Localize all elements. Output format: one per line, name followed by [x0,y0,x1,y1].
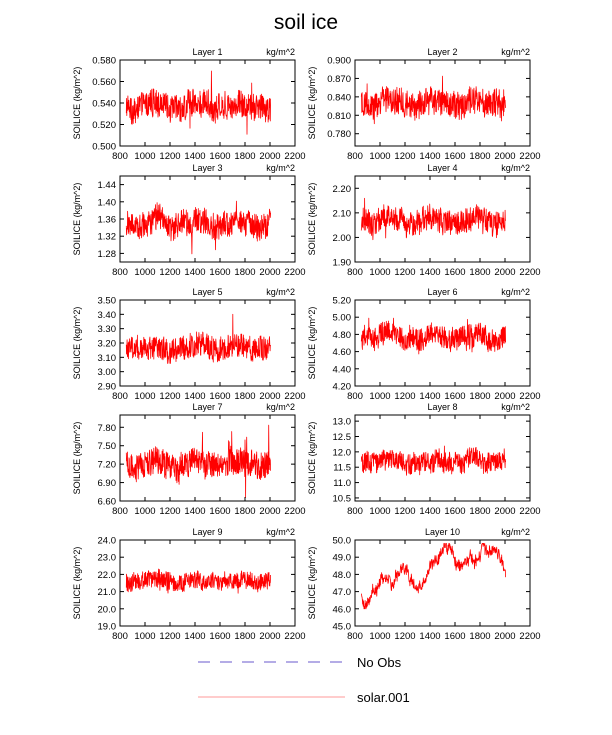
x-tick-label: 1200 [159,151,181,162]
panel-layer-2 [307,47,541,162]
x-tick-label: 2000 [259,391,281,402]
y-tick-label: 0.810 [327,110,351,122]
panel-title: Layer 4 [427,163,458,173]
x-tick-label: 1200 [159,506,181,517]
x-tick-label: 1200 [394,151,416,162]
y-tick-label: 0.500 [92,141,116,153]
series-line-solar-001 [126,425,270,497]
y-tick-label: 1.32 [97,231,116,243]
y-tick-label: 7.80 [97,422,116,434]
panel-layer-1 [72,47,306,162]
panel-layer-8 [307,402,541,517]
y-tick-label: 11.0 [333,478,351,490]
x-tick-label: 1800 [234,506,256,517]
panel-units: kg/m^2 [266,287,295,297]
series-line-solar-001 [126,314,270,363]
panel-units: kg/m^2 [501,402,530,412]
y-tick-label: 6.60 [97,496,116,508]
x-tick-label: 1600 [444,506,466,517]
x-tick-label: 1000 [369,267,391,278]
y-tick-label: 1.44 [97,180,116,192]
y-tick-label: 20.0 [97,604,116,616]
y-axis-label: SOILICE (kg/m^2) [72,546,82,620]
y-tick-label: 4.60 [332,347,351,359]
y-tick-label: 24.0 [97,535,116,547]
panel-title: Layer 8 [427,402,458,412]
x-tick-label: 2200 [284,267,306,278]
panel-title: Layer 7 [192,402,223,412]
y-tick-label: 5.20 [332,295,351,307]
y-tick-label: 1.36 [97,214,116,226]
panel-layer-4 [307,163,541,278]
y-axis-label: SOILICE (kg/m^2) [72,306,82,380]
x-tick-label: 1000 [369,391,391,402]
x-tick-label: 1600 [444,151,466,162]
x-tick-label: 1000 [369,506,391,517]
y-tick-label: 22.0 [97,569,116,581]
y-axis-label: SOILICE (kg/m^2) [307,66,317,140]
y-tick-label: 1.28 [97,248,116,260]
y-tick-label: 2.10 [332,208,351,220]
x-tick-label: 1400 [184,506,206,517]
panel-title: Layer 6 [427,287,458,297]
y-tick-label: 11.5 [333,462,351,474]
x-tick-label: 1000 [134,391,156,402]
x-tick-label: 800 [347,391,363,402]
y-tick-label: 48.0 [332,569,351,581]
x-tick-label: 1600 [444,631,466,642]
x-tick-label: 800 [347,151,363,162]
y-tick-label: 4.20 [332,381,351,393]
x-tick-label: 1400 [419,631,441,642]
x-tick-label: 800 [347,506,363,517]
panel-units: kg/m^2 [501,527,530,537]
x-tick-label: 1400 [184,391,206,402]
y-axis-label: SOILICE (kg/m^2) [307,546,317,620]
y-tick-label: 1.90 [332,257,351,269]
x-tick-label: 2200 [519,151,541,162]
y-tick-label: 3.40 [97,309,116,321]
x-tick-label: 1200 [394,267,416,278]
x-tick-label: 800 [112,151,128,162]
legend-model-label: solar.001 [357,690,410,705]
x-tick-label: 2000 [259,631,281,642]
y-tick-label: 21.0 [97,587,116,599]
x-tick-label: 1600 [209,151,231,162]
x-tick-label: 1200 [394,391,416,402]
panel-layer-5 [72,287,306,402]
x-tick-label: 1000 [134,506,156,517]
panel-units: kg/m^2 [266,163,295,173]
y-tick-label: 46.0 [332,604,351,616]
panel-title: Layer 1 [192,47,223,57]
series-line-solar-001 [126,201,270,254]
y-tick-label: 0.870 [327,73,351,85]
y-tick-label: 19.0 [97,621,116,633]
legend [198,655,410,705]
series-line-solar-001 [361,446,505,475]
x-tick-label: 1000 [134,631,156,642]
x-tick-label: 1000 [369,631,391,642]
x-tick-label: 1000 [369,151,391,162]
x-tick-label: 1400 [419,151,441,162]
y-axis-label: SOILICE (kg/m^2) [307,182,317,256]
legend-no-obs-label: No Obs [357,655,402,670]
panel-title: Layer 2 [427,47,458,57]
panel-layer-3 [72,163,306,278]
y-tick-label: 0.780 [327,129,351,141]
x-tick-label: 2200 [284,151,306,162]
x-tick-label: 800 [347,267,363,278]
y-tick-label: 12.0 [332,447,351,459]
panel-title: Layer 9 [192,527,223,537]
x-tick-label: 1400 [419,267,441,278]
x-tick-label: 1800 [469,267,491,278]
y-tick-label: 7.50 [97,441,116,453]
x-tick-label: 1400 [184,631,206,642]
figure-title: soil ice [273,11,339,34]
x-tick-label: 1200 [394,506,416,517]
x-tick-label: 2200 [284,391,306,402]
y-tick-label: 13.0 [332,416,351,428]
y-tick-label: 7.20 [97,459,116,471]
x-tick-label: 1600 [209,506,231,517]
x-tick-label: 800 [112,267,128,278]
panel-units: kg/m^2 [266,47,295,57]
x-tick-label: 1800 [234,151,256,162]
x-tick-label: 1400 [419,506,441,517]
y-axis-label: SOILICE (kg/m^2) [307,421,317,495]
x-tick-label: 800 [112,631,128,642]
y-tick-label: 4.40 [332,364,351,376]
x-tick-label: 1600 [444,391,466,402]
panel-layer-7 [72,402,306,517]
series-line-solar-001 [361,76,505,124]
x-tick-label: 1600 [209,391,231,402]
x-tick-label: 1800 [234,631,256,642]
series-line-solar-001 [126,71,270,134]
x-tick-label: 800 [112,391,128,402]
panel-units: kg/m^2 [501,163,530,173]
x-tick-label: 1000 [134,151,156,162]
panel-title: Layer 5 [192,287,223,297]
y-tick-label: 0.840 [327,92,351,104]
x-tick-label: 1200 [394,631,416,642]
x-tick-label: 800 [112,506,128,517]
y-tick-label: 0.540 [92,98,116,110]
x-tick-label: 1200 [159,631,181,642]
y-tick-label: 3.30 [97,324,116,336]
panel-title: Layer 3 [192,163,223,173]
x-tick-label: 1600 [209,267,231,278]
y-tick-label: 10.5 [332,493,351,505]
x-tick-label: 1800 [234,391,256,402]
y-tick-label: 0.900 [327,55,351,67]
x-tick-label: 1400 [184,151,206,162]
x-tick-label: 1000 [134,267,156,278]
panel-units: kg/m^2 [501,47,530,57]
y-tick-label: 47.0 [332,587,351,599]
x-tick-label: 2000 [494,506,516,517]
panel-layer-9 [72,527,306,642]
y-tick-label: 6.90 [97,478,116,490]
y-axis-label: SOILICE (kg/m^2) [72,182,82,256]
x-tick-label: 2200 [519,267,541,278]
y-tick-label: 50.0 [332,535,351,547]
x-tick-label: 1800 [469,631,491,642]
y-tick-label: 1.40 [97,197,116,209]
y-tick-label: 45.0 [332,621,351,633]
panel-units: kg/m^2 [266,402,295,412]
series-line-solar-001 [126,569,270,593]
y-axis-label: SOILICE (kg/m^2) [72,66,82,140]
y-tick-label: 2.90 [97,381,116,393]
panels-grid [72,47,541,642]
y-tick-label: 4.80 [332,329,351,341]
x-tick-label: 2200 [519,506,541,517]
x-tick-label: 2200 [519,631,541,642]
x-tick-label: 800 [347,631,363,642]
y-tick-label: 49.0 [332,552,351,564]
y-tick-label: 23.0 [97,552,116,564]
y-tick-label: 2.00 [332,232,351,244]
x-tick-label: 1800 [469,391,491,402]
x-tick-label: 2000 [494,267,516,278]
y-tick-label: 2.20 [332,183,351,195]
y-axis-label: SOILICE (kg/m^2) [72,421,82,495]
y-tick-label: 0.580 [92,55,116,67]
panel-layer-10 [307,527,541,642]
x-tick-label: 2000 [494,631,516,642]
y-tick-label: 0.520 [92,120,116,131]
y-tick-label: 0.560 [92,77,116,88]
x-tick-label: 1800 [469,151,491,162]
x-tick-label: 2200 [284,506,306,517]
x-tick-label: 2000 [494,391,516,402]
x-tick-label: 1800 [469,506,491,517]
y-tick-label: 12.5 [332,432,351,443]
x-tick-label: 2200 [519,391,541,402]
x-tick-label: 2000 [494,151,516,162]
x-tick-label: 2000 [259,151,281,162]
y-axis-label: SOILICE (kg/m^2) [307,306,317,380]
series-line-solar-001 [361,198,505,239]
x-tick-label: 2200 [284,631,306,642]
panel-title: Layer 10 [424,527,461,537]
y-tick-label: 3.10 [97,352,116,364]
series-line-solar-001 [361,318,505,354]
x-tick-label: 1600 [209,631,231,642]
y-tick-label: 3.00 [97,367,116,379]
x-tick-label: 1200 [159,391,181,402]
x-tick-label: 2000 [259,506,281,517]
x-tick-label: 1600 [444,267,466,278]
panel-units: kg/m^2 [501,287,530,297]
x-tick-label: 1200 [159,267,181,278]
x-tick-label: 1400 [419,391,441,402]
y-tick-label: 5.00 [332,312,351,324]
series-line-solar-001 [361,543,505,608]
panel-layer-6 [307,287,541,402]
panel-units: kg/m^2 [266,527,295,537]
y-tick-label: 3.50 [97,295,116,307]
x-tick-label: 2000 [259,267,281,278]
x-tick-label: 1400 [184,267,206,278]
x-tick-label: 1800 [234,267,256,278]
y-tick-label: 3.20 [97,338,116,350]
